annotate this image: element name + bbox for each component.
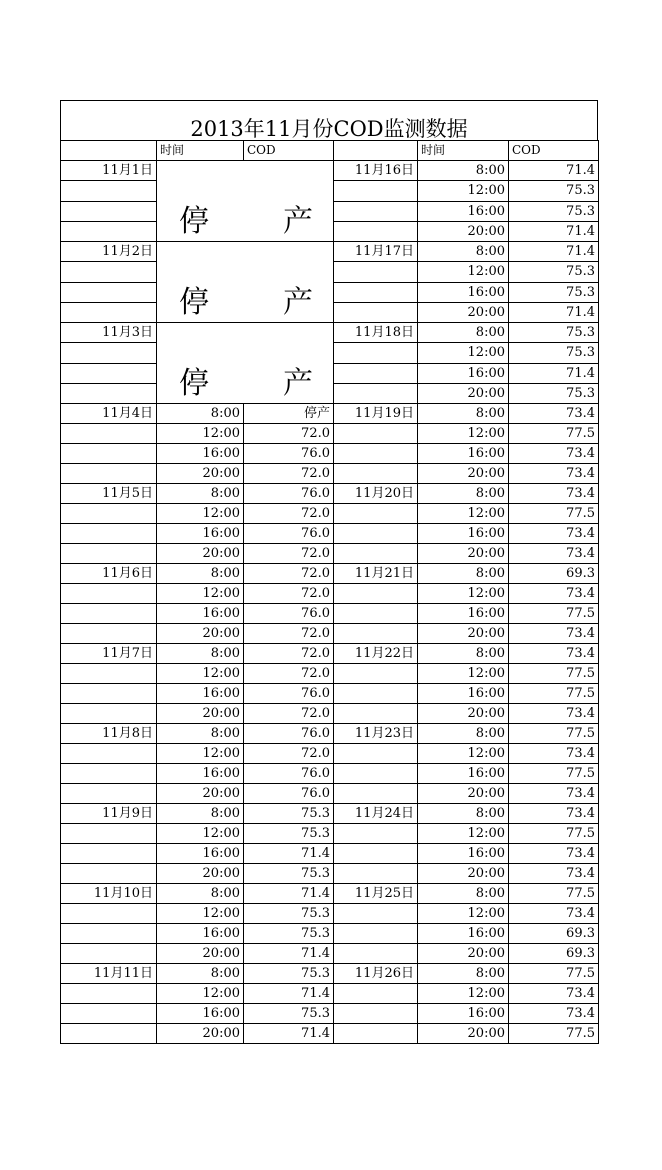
- date-cell[interactable]: [334, 504, 418, 524]
- stopped-label: [157, 161, 333, 241]
- date-cell[interactable]: 11月22日: [334, 644, 418, 664]
- cod-cell[interactable]: 71.4: [244, 884, 334, 904]
- time-cell[interactable]: 8:00: [418, 484, 509, 504]
- cod-cell[interactable]: 76.0: [244, 524, 334, 544]
- time-cell[interactable]: 20:00: [418, 944, 509, 964]
- date-cell[interactable]: [334, 704, 418, 724]
- time-cell[interactable]: 12:00: [157, 584, 244, 604]
- date-cell[interactable]: 11月17日: [334, 242, 418, 262]
- time-cell[interactable]: 16:00: [418, 524, 509, 544]
- time-cell[interactable]: 16:00: [157, 684, 244, 704]
- date-cell[interactable]: [61, 343, 157, 363]
- time-cell[interactable]: 8:00: [157, 644, 244, 664]
- time-cell[interactable]: 12:00: [418, 744, 509, 764]
- date-cell[interactable]: [61, 764, 157, 784]
- time-cell[interactable]: 8:00: [157, 564, 244, 584]
- time-cell[interactable]: 12:00: [418, 984, 509, 1004]
- date-cell[interactable]: 11月6日: [61, 564, 157, 584]
- time-cell[interactable]: 20:00: [418, 383, 509, 403]
- date-cell[interactable]: [61, 604, 157, 624]
- cod-cell[interactable]: 71.4: [509, 221, 599, 241]
- time-cell[interactable]: 12:00: [418, 504, 509, 524]
- cod-cell[interactable]: 72.0: [244, 504, 334, 524]
- time-cell[interactable]: 12:00: [418, 584, 509, 604]
- stopped-production-cell[interactable]: [157, 242, 334, 323]
- stopped-label-char-1: 停: [179, 204, 209, 239]
- date-cell[interactable]: [61, 1004, 157, 1024]
- cod-cell[interactable]: 77.5: [509, 964, 599, 984]
- time-cell[interactable]: 16:00: [418, 924, 509, 944]
- date-cell[interactable]: 11月20日: [334, 484, 418, 504]
- cod-cell[interactable]: 73.4: [509, 784, 599, 804]
- cod-cell[interactable]: 76.0: [244, 604, 334, 624]
- time-cell[interactable]: 20:00: [418, 544, 509, 564]
- table-row: [61, 624, 599, 644]
- cod-cell[interactable]: 71.4: [244, 844, 334, 864]
- cod-cell[interactable]: 76.0: [244, 444, 334, 464]
- header-row: [61, 141, 599, 161]
- table-row: [61, 744, 599, 764]
- table-row: [61, 1004, 599, 1024]
- date-cell[interactable]: [61, 704, 157, 724]
- time-cell[interactable]: 12:00: [157, 504, 244, 524]
- time-cell[interactable]: 20:00: [418, 302, 509, 322]
- date-cell[interactable]: [334, 824, 418, 844]
- date-cell[interactable]: [334, 844, 418, 864]
- date-cell[interactable]: [334, 984, 418, 1004]
- table-row: [61, 864, 599, 884]
- time-cell[interactable]: 20:00: [157, 544, 244, 564]
- cod-cell[interactable]: 73.4: [509, 864, 599, 884]
- table-row: [61, 564, 599, 584]
- date-cell[interactable]: 11月26日: [334, 964, 418, 984]
- time-cell[interactable]: 16:00: [418, 201, 509, 221]
- stopped-label: [157, 242, 333, 322]
- time-cell[interactable]: 16:00: [418, 684, 509, 704]
- date-cell[interactable]: [334, 1024, 418, 1044]
- date-cell[interactable]: [334, 864, 418, 884]
- cod-cell[interactable]: 73.4: [509, 524, 599, 544]
- date-cell[interactable]: [61, 221, 157, 241]
- date-cell[interactable]: [61, 784, 157, 804]
- table-row: [61, 824, 599, 844]
- sheet-title: 2013年11月份COD监测数据: [190, 117, 468, 141]
- date-cell[interactable]: [334, 343, 418, 363]
- cod-cell[interactable]: 77.5: [509, 724, 599, 744]
- cod-cell[interactable]: 76.0: [244, 764, 334, 784]
- date-cell[interactable]: [334, 764, 418, 784]
- cod-cell[interactable]: 73.4: [509, 1004, 599, 1024]
- table-row: [61, 964, 599, 984]
- time-cell[interactable]: 16:00: [157, 844, 244, 864]
- time-cell[interactable]: 8:00: [418, 404, 509, 424]
- time-cell[interactable]: 20:00: [418, 1024, 509, 1044]
- cod-cell[interactable]: 72.0: [244, 704, 334, 724]
- date-cell[interactable]: [334, 181, 418, 201]
- stopped-label-char-2: 产: [283, 366, 313, 401]
- date-cell[interactable]: [334, 363, 418, 383]
- stopped-label: [157, 323, 333, 403]
- date-cell[interactable]: [334, 944, 418, 964]
- cod-cell[interactable]: 69.3: [509, 564, 599, 584]
- time-cell[interactable]: 16:00: [418, 764, 509, 784]
- cod-table: [60, 140, 599, 1044]
- date-cell[interactable]: 11月8日: [61, 724, 157, 744]
- date-cell[interactable]: 11月4日: [61, 404, 157, 424]
- cod-cell[interactable]: 75.3: [244, 824, 334, 844]
- table-row: [61, 464, 599, 484]
- date-cell[interactable]: [61, 924, 157, 944]
- time-cell[interactable]: 8:00: [157, 404, 244, 424]
- date-cell[interactable]: [334, 282, 418, 302]
- date-cell[interactable]: [61, 444, 157, 464]
- time-cell[interactable]: 16:00: [418, 604, 509, 624]
- date-cell[interactable]: [334, 544, 418, 564]
- cod-cell[interactable]: 75.3: [509, 181, 599, 201]
- time-cell[interactable]: 12:00: [418, 904, 509, 924]
- time-cell[interactable]: 20:00: [157, 1024, 244, 1044]
- table-row: [61, 884, 599, 904]
- title-row: [60, 100, 598, 140]
- date-cell[interactable]: [61, 201, 157, 221]
- cod-cell[interactable]: 75.3: [509, 262, 599, 282]
- cod-cell[interactable]: 77.5: [509, 604, 599, 624]
- date-cell[interactable]: [61, 181, 157, 201]
- date-cell[interactable]: [61, 864, 157, 884]
- date-cell[interactable]: 11月1日: [61, 161, 157, 181]
- date-cell[interactable]: [334, 524, 418, 544]
- spreadsheet: [60, 100, 598, 1044]
- date-cell[interactable]: [61, 524, 157, 544]
- cod-cell[interactable]: 77.5: [509, 664, 599, 684]
- stopped-label-char-1: 停: [179, 285, 209, 320]
- time-cell[interactable]: 8:00: [418, 884, 509, 904]
- time-cell[interactable]: 20:00: [157, 464, 244, 484]
- cod-cell[interactable]: 75.3: [509, 343, 599, 363]
- time-cell[interactable]: 12:00: [418, 664, 509, 684]
- date-cell[interactable]: [61, 744, 157, 764]
- cod-cell[interactable]: 75.3: [244, 964, 334, 984]
- time-cell[interactable]: 8:00: [418, 564, 509, 584]
- cod-cell[interactable]: 72.0: [244, 744, 334, 764]
- date-cell[interactable]: [334, 464, 418, 484]
- cod-cell[interactable]: 75.3: [244, 864, 334, 884]
- time-cell[interactable]: 12:00: [157, 824, 244, 844]
- cod-cell[interactable]: 73.4: [509, 624, 599, 644]
- date-cell[interactable]: [61, 1024, 157, 1044]
- date-cell[interactable]: [61, 624, 157, 644]
- time-cell[interactable]: 16:00: [418, 282, 509, 302]
- table-row: [61, 984, 599, 1004]
- header-cod-right[interactable]: COD: [509, 141, 599, 161]
- time-cell[interactable]: 12:00: [157, 744, 244, 764]
- time-cell[interactable]: 16:00: [157, 604, 244, 624]
- table-row: [61, 804, 599, 824]
- cod-cell[interactable]: 76.0: [244, 484, 334, 504]
- table-row: [61, 724, 599, 744]
- cod-cell[interactable]: 77.5: [509, 1024, 599, 1044]
- date-cell[interactable]: [61, 504, 157, 524]
- stopped-production-cell[interactable]: [157, 323, 334, 404]
- time-cell[interactable]: 20:00: [157, 944, 244, 964]
- cod-cell[interactable]: 73.4: [509, 544, 599, 564]
- cod-cell[interactable]: 75.3: [509, 282, 599, 302]
- date-cell[interactable]: 11月19日: [334, 404, 418, 424]
- cod-cell[interactable]: 72.0: [244, 664, 334, 684]
- table-row: [61, 524, 599, 544]
- date-cell[interactable]: [61, 544, 157, 564]
- cod-cell[interactable]: 73.4: [509, 744, 599, 764]
- table-row: [61, 924, 599, 944]
- table-row: [61, 584, 599, 604]
- time-cell[interactable]: 16:00: [157, 764, 244, 784]
- time-cell[interactable]: 16:00: [157, 1004, 244, 1024]
- date-cell[interactable]: [334, 1004, 418, 1024]
- date-cell[interactable]: [334, 784, 418, 804]
- cod-cell[interactable]: 71.4: [244, 984, 334, 1004]
- stopped-label-char-1: 停: [179, 366, 209, 401]
- date-cell[interactable]: [61, 904, 157, 924]
- header-cod-left[interactable]: COD: [244, 141, 334, 161]
- cod-cell[interactable]: 73.4: [509, 484, 599, 504]
- cod-cell[interactable]: 73.4: [509, 984, 599, 1004]
- table-row: [61, 242, 599, 262]
- time-cell[interactable]: 16:00: [418, 844, 509, 864]
- time-cell[interactable]: 20:00: [157, 864, 244, 884]
- cod-cell[interactable]: 77.5: [509, 504, 599, 524]
- cod-cell[interactable]: 76.0: [244, 724, 334, 744]
- table-row: [61, 444, 599, 464]
- date-cell[interactable]: [61, 302, 157, 322]
- date-cell[interactable]: [334, 201, 418, 221]
- cod-cell[interactable]: 72.0: [244, 544, 334, 564]
- cod-cell[interactable]: 73.4: [509, 444, 599, 464]
- date-cell[interactable]: [61, 944, 157, 964]
- cod-cell[interactable]: 69.3: [509, 944, 599, 964]
- time-cell[interactable]: 20:00: [418, 784, 509, 804]
- date-cell[interactable]: [61, 844, 157, 864]
- date-cell[interactable]: [334, 302, 418, 322]
- cod-cell[interactable]: 75.3: [509, 201, 599, 221]
- date-cell[interactable]: 11月21日: [334, 564, 418, 584]
- time-cell[interactable]: 12:00: [418, 181, 509, 201]
- table-row: [61, 404, 599, 424]
- cod-cell[interactable]: 77.5: [509, 424, 599, 444]
- table-row: [61, 684, 599, 704]
- date-cell[interactable]: [61, 424, 157, 444]
- date-cell[interactable]: [334, 624, 418, 644]
- table-row: [61, 644, 599, 664]
- date-cell[interactable]: [61, 262, 157, 282]
- time-cell[interactable]: 8:00: [157, 484, 244, 504]
- cod-cell[interactable]: 72.0: [244, 584, 334, 604]
- cod-cell[interactable]: 69.3: [509, 924, 599, 944]
- time-cell[interactable]: 12:00: [157, 904, 244, 924]
- date-cell[interactable]: 11月11日: [61, 964, 157, 984]
- table-row: [61, 784, 599, 804]
- cod-cell[interactable]: 73.4: [509, 584, 599, 604]
- date-cell[interactable]: 11月2日: [61, 242, 157, 262]
- time-cell[interactable]: 8:00: [418, 724, 509, 744]
- time-cell[interactable]: 12:00: [157, 424, 244, 444]
- cod-cell[interactable]: 停产: [244, 404, 334, 424]
- cod-cell[interactable]: 73.4: [509, 464, 599, 484]
- cod-cell[interactable]: 71.4: [509, 161, 599, 181]
- time-cell[interactable]: 8:00: [418, 242, 509, 262]
- table-row: [61, 424, 599, 444]
- date-cell[interactable]: [61, 584, 157, 604]
- time-cell[interactable]: 20:00: [418, 624, 509, 644]
- cod-cell[interactable]: 75.3: [244, 1004, 334, 1024]
- date-cell[interactable]: 11月7日: [61, 644, 157, 664]
- header-time-left[interactable]: 时间: [157, 141, 244, 161]
- time-cell[interactable]: 12:00: [157, 984, 244, 1004]
- cod-cell[interactable]: 76.0: [244, 784, 334, 804]
- header-date-left[interactable]: [61, 141, 157, 161]
- time-cell[interactable]: 20:00: [157, 624, 244, 644]
- table-row: [61, 1024, 599, 1044]
- table-body: [61, 141, 599, 1044]
- table-row: [61, 604, 599, 624]
- table-row: [61, 844, 599, 864]
- cod-cell[interactable]: 72.0: [244, 564, 334, 584]
- date-cell[interactable]: [334, 604, 418, 624]
- time-cell[interactable]: 12:00: [418, 262, 509, 282]
- time-cell[interactable]: 8:00: [157, 804, 244, 824]
- time-cell[interactable]: 20:00: [418, 221, 509, 241]
- time-cell[interactable]: 16:00: [418, 1004, 509, 1024]
- date-cell[interactable]: [334, 924, 418, 944]
- date-cell[interactable]: 11月5日: [61, 484, 157, 504]
- time-cell[interactable]: 16:00: [157, 924, 244, 944]
- date-cell[interactable]: [61, 664, 157, 684]
- cod-cell[interactable]: 76.0: [244, 684, 334, 704]
- cod-cell[interactable]: 72.0: [244, 644, 334, 664]
- table-row: [61, 764, 599, 784]
- cod-cell[interactable]: 72.0: [244, 464, 334, 484]
- time-cell[interactable]: 12:00: [418, 343, 509, 363]
- cod-cell[interactable]: 77.5: [509, 684, 599, 704]
- date-cell[interactable]: [334, 904, 418, 924]
- cod-cell[interactable]: 71.4: [509, 242, 599, 262]
- date-cell[interactable]: [61, 684, 157, 704]
- date-cell[interactable]: 11月18日: [334, 323, 418, 343]
- table-row: [61, 904, 599, 924]
- date-cell[interactable]: 11月9日: [61, 804, 157, 824]
- time-cell[interactable]: 8:00: [418, 161, 509, 181]
- time-cell[interactable]: 20:00: [418, 464, 509, 484]
- table-row: [61, 484, 599, 504]
- time-cell[interactable]: 16:00: [418, 363, 509, 383]
- date-cell[interactable]: [334, 424, 418, 444]
- table-row: [61, 944, 599, 964]
- stopped-label-char-2: 产: [283, 204, 313, 239]
- date-cell[interactable]: 11月25日: [334, 884, 418, 904]
- stopped-production-cell[interactable]: [157, 161, 334, 242]
- table-row: [61, 664, 599, 684]
- table-row: [61, 323, 599, 343]
- header-time-right[interactable]: 时间: [418, 141, 509, 161]
- time-cell[interactable]: 8:00: [418, 804, 509, 824]
- table-row: [61, 704, 599, 724]
- date-cell[interactable]: [61, 363, 157, 383]
- time-cell[interactable]: 8:00: [418, 964, 509, 984]
- date-cell[interactable]: [334, 584, 418, 604]
- cod-cell[interactable]: 71.4: [244, 1024, 334, 1044]
- date-cell[interactable]: [61, 824, 157, 844]
- date-cell[interactable]: [61, 383, 157, 403]
- cod-cell[interactable]: 71.4: [509, 363, 599, 383]
- date-cell[interactable]: [334, 383, 418, 403]
- date-cell[interactable]: [334, 262, 418, 282]
- stopped-label-char-2: 产: [283, 285, 313, 320]
- cod-cell[interactable]: 71.4: [509, 302, 599, 322]
- date-cell[interactable]: [334, 221, 418, 241]
- date-cell[interactable]: [334, 664, 418, 684]
- table-row: [61, 544, 599, 564]
- date-cell[interactable]: [61, 984, 157, 1004]
- table-row: [61, 161, 599, 181]
- time-cell[interactable]: 8:00: [157, 964, 244, 984]
- cod-cell[interactable]: 72.0: [244, 424, 334, 444]
- cod-cell[interactable]: 73.4: [509, 844, 599, 864]
- cod-cell[interactable]: 77.5: [509, 764, 599, 784]
- time-cell[interactable]: 20:00: [157, 784, 244, 804]
- time-cell[interactable]: 12:00: [418, 824, 509, 844]
- time-cell[interactable]: 8:00: [157, 724, 244, 744]
- cod-cell[interactable]: 77.5: [509, 824, 599, 844]
- table-row: [61, 504, 599, 524]
- time-cell[interactable]: 16:00: [418, 444, 509, 464]
- header-date-right[interactable]: [334, 141, 418, 161]
- date-cell[interactable]: 11月10日: [61, 884, 157, 904]
- cod-cell[interactable]: 72.0: [244, 624, 334, 644]
- cod-cell[interactable]: 73.4: [509, 704, 599, 724]
- cod-cell[interactable]: 75.3: [509, 383, 599, 403]
- time-cell[interactable]: 8:00: [157, 884, 244, 904]
- date-cell[interactable]: [334, 744, 418, 764]
- time-cell[interactable]: 20:00: [418, 864, 509, 884]
- cod-cell[interactable]: 75.3: [244, 804, 334, 824]
- date-cell[interactable]: 11月23日: [334, 724, 418, 744]
- time-cell[interactable]: 8:00: [418, 323, 509, 343]
- date-cell[interactable]: [61, 282, 157, 302]
- cod-cell[interactable]: 73.4: [509, 404, 599, 424]
- date-cell[interactable]: 11月16日: [334, 161, 418, 181]
- cod-cell[interactable]: 75.3: [509, 323, 599, 343]
- cod-cell[interactable]: 75.3: [244, 904, 334, 924]
- cod-cell[interactable]: 75.3: [244, 924, 334, 944]
- cod-cell[interactable]: 73.4: [509, 904, 599, 924]
- time-cell[interactable]: 20:00: [157, 704, 244, 724]
- date-cell[interactable]: 11月3日: [61, 323, 157, 343]
- time-cell[interactable]: 16:00: [157, 444, 244, 464]
- cod-cell[interactable]: 77.5: [509, 884, 599, 904]
- date-cell[interactable]: [61, 464, 157, 484]
- date-cell[interactable]: [334, 444, 418, 464]
- time-cell[interactable]: 12:00: [157, 664, 244, 684]
- date-cell[interactable]: 11月24日: [334, 804, 418, 824]
- time-cell[interactable]: 12:00: [418, 424, 509, 444]
- cod-cell[interactable]: 71.4: [244, 944, 334, 964]
- date-cell[interactable]: [334, 684, 418, 704]
- time-cell[interactable]: 8:00: [418, 644, 509, 664]
- time-cell[interactable]: 16:00: [157, 524, 244, 544]
- time-cell[interactable]: 20:00: [418, 704, 509, 724]
- cod-cell[interactable]: 73.4: [509, 804, 599, 824]
- cod-cell[interactable]: 73.4: [509, 644, 599, 664]
